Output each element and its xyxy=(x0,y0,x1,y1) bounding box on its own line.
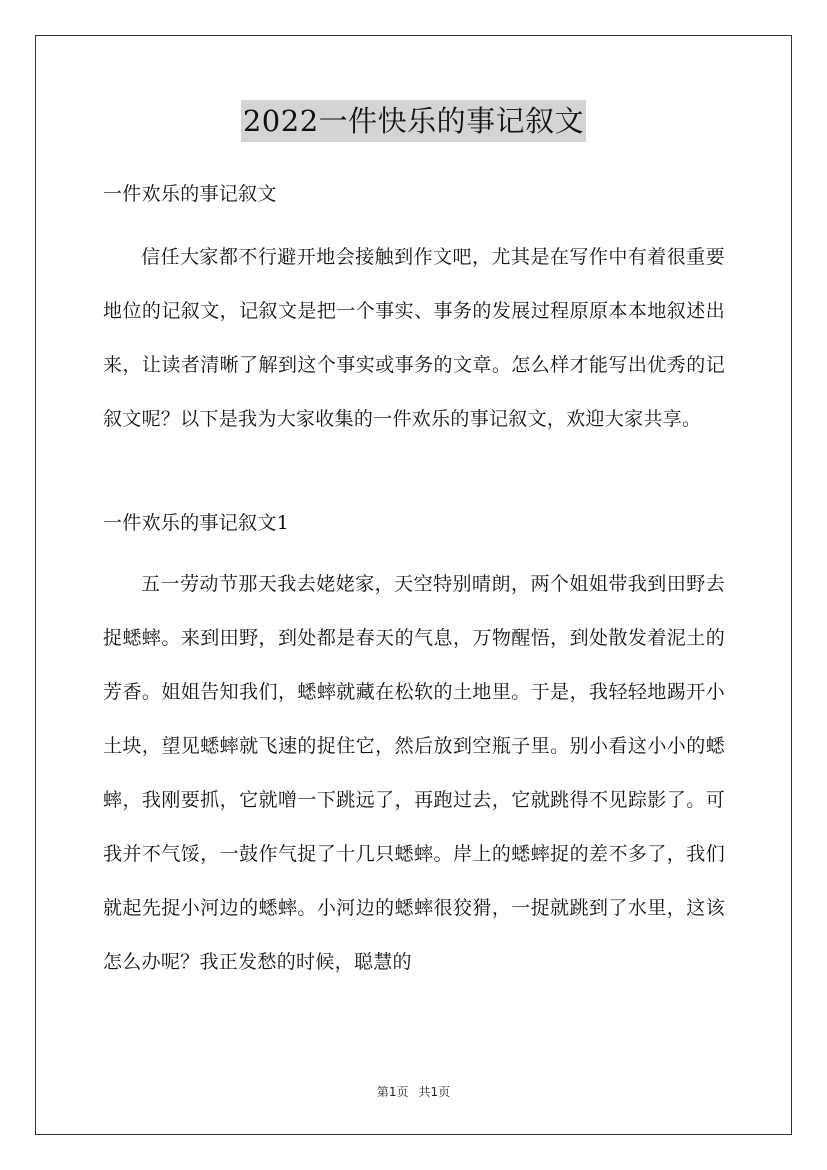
intro-paragraph: 信任大家都不行避开地会接触到作文吧，尤其是在写作中有着很重要地位的记叙文，记叙文是把一个事实、事务的发展过程原原本本地叙述出来，让读者清晰了解到这个事实或事务的文章。怎么样才能写出优秀的记叙文呢？以下是我为大家收集的一件欢乐的事记叙文，欢迎大家共享。 xyxy=(103,246,725,430)
story-paragraph: 五一劳动节那天我去姥姥家，天空特别晴朗，两个姐姐带我到田野去捉蟋蟀。来到田野，到处都是春天的气息，万物醒悟，到处散发着泥土的芳香。姐姐告知我们，蟋蟀就藏在松软的土地里。于是，我轻轻地踢开小土块，望见蟋蟀就飞速的捉住它，然后放到空瓶子里。别小看这小小的蟋蟀，我刚要抓，它就噌一下跳远了，再跑过去，它就跳得不见踪影了。可我并不气馁，一鼓作气捉了十几只蟋蟀。岸上的蟋蟀捉的差不多了，我们就起先捉小河边的蟋蟀。小河边的蟋蟀很狡猾，一捉就跳到了水里，这该怎么办呢？我正发愁的时候，聪慧的 xyxy=(103,573,725,973)
page-number: 第1页 xyxy=(376,1085,409,1099)
document-subheading: 一件欢乐的事记叙文 xyxy=(103,183,277,205)
title-area xyxy=(0,100,827,142)
document-body xyxy=(103,176,725,989)
page-total: 共1页 xyxy=(418,1085,451,1099)
section-heading: 一件欢乐的事记叙文1 xyxy=(103,512,290,534)
page-footer xyxy=(0,1083,827,1101)
document-title: 2022一件快乐的事记叙文 xyxy=(241,100,586,142)
